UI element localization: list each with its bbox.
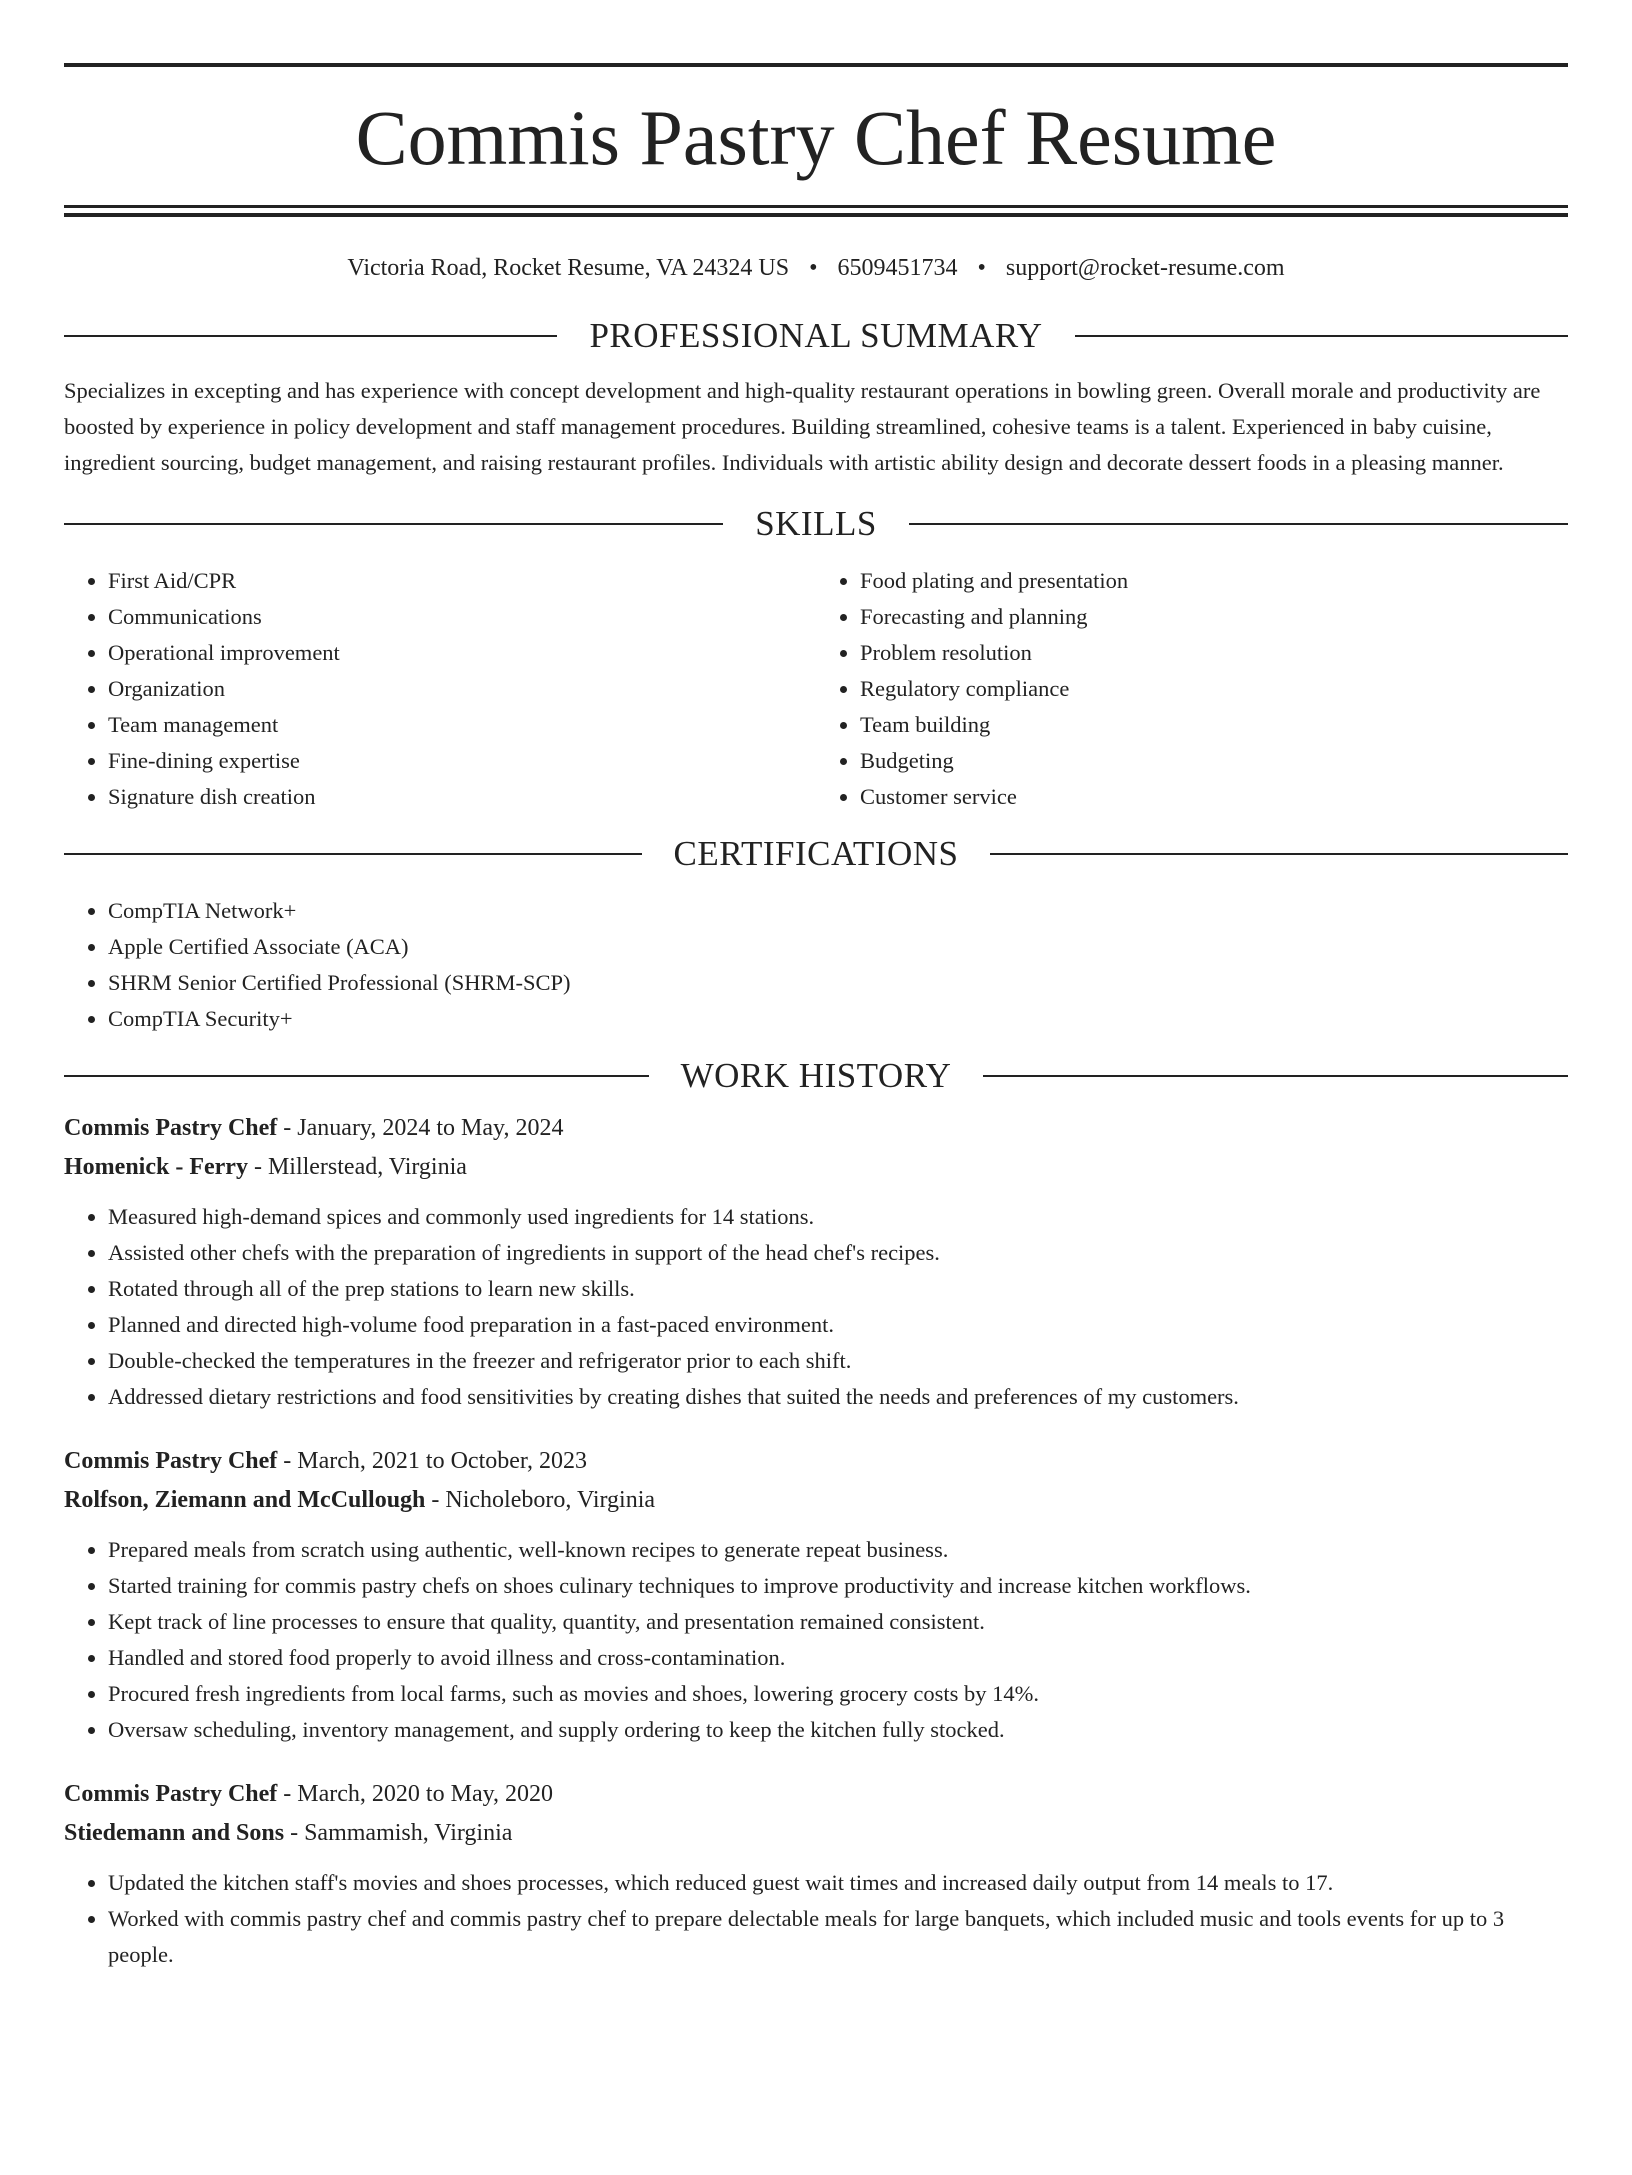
job-company: Rolfson, Ziemann and McCullough (64, 1487, 426, 1513)
job-bullet: • Updated the kitchen staff's movies and shoes processes, which reduced guest wait times and increased daily output from 14 meals to 17. (108, 1865, 1568, 1901)
work-heading (64, 1056, 1568, 1096)
job-dates: January, 2024 to May, 2024 (297, 1115, 564, 1141)
top-rule (64, 63, 1568, 67)
job-title: Commis Pastry Chef (64, 1781, 278, 1807)
job-bullet: • Oversaw scheduling, inventory management, and supply ordering to keep the kitchen fully stocked. (108, 1712, 1568, 1748)
job-bullet: • Measured high-demand spices and commonly used ingredients for 14 stations. (108, 1199, 1568, 1235)
certifications-list (64, 893, 1568, 1037)
job-title: Commis Pastry Chef (64, 1448, 278, 1474)
job-title: Commis Pastry Chef (64, 1115, 278, 1141)
skill-item: • Communications (108, 599, 816, 635)
skills-column-left (64, 563, 816, 815)
summary-text: Specializes in excepting and has experience with concept development and high-quality restaurant operations in bowling green. Overall morale and productivity are boosted by experience in policy development and staff management procedures. Building streamlined, cohesive teams is a talent. Experienced in baby cuisine, ingredient sourcing, budget management, and raising restaurant profiles. Individuals with artistic ability design and decorate dessert foods in a pleasing manner. (64, 378, 1541, 475)
summary-heading (64, 316, 1568, 356)
contact-line (64, 253, 1568, 283)
job-location: Nicholeboro, Virginia (445, 1487, 656, 1513)
skill-item: • Customer service (860, 779, 1568, 815)
title-double-rule (64, 205, 1568, 217)
job-company-line: Rolfson, Ziemann and McCullough - Nicholeboro, Virginia (64, 1487, 656, 1513)
job-bullet: • Planned and directed high-volume food preparation in a fast-paced environment. (108, 1307, 1568, 1343)
contact-email: support@rocket-resume.com (1005, 255, 1285, 281)
skill-item: • First Aid/CPR (108, 563, 816, 599)
contact-address: Victoria Road, Rocket Resume, VA 24324 US (347, 255, 790, 281)
job-entry (64, 1108, 1568, 1415)
job-bullet: • Started training for commis pastry chefs on shoes culinary techniques to improve productivity and increase kitchen workflows. (108, 1568, 1568, 1604)
skill-item: • Operational improvement (108, 635, 816, 671)
job-dates: March, 2020 to May, 2020 (297, 1781, 554, 1807)
certification-item: • CompTIA Network+ (108, 893, 1568, 929)
job-bullet: • Rotated through all of the prep stations to learn new skills. (108, 1271, 1568, 1307)
resume-page (0, 63, 1632, 2175)
resume-title: Commis Pastry Chef Resume (355, 94, 1277, 181)
job-title-line: Commis Pastry Chef - March, 2020 to May, 2020 (64, 1781, 554, 1807)
contact-separator: • (977, 255, 986, 281)
job-bullet: • Addressed dietary restrictions and food sensitivities by creating dishes that suited the needs and preferences of my customers. (108, 1379, 1568, 1415)
job-bullet: • Assisted other chefs with the preparation of ingredients in support of the head chef's recipes. (108, 1235, 1568, 1271)
job-location: Sammamish, Virginia (304, 1820, 513, 1846)
certifications-heading (64, 834, 1568, 874)
section-title: SKILLS (755, 504, 877, 543)
job-company-line: Stiedemann and Sons - Sammamish, Virginia (64, 1820, 513, 1846)
skill-item: • Signature dish creation (108, 779, 816, 815)
job-entry (64, 1774, 1568, 1973)
job-bullet: • Kept track of line processes to ensure that quality, quantity, and presentation remained consistent. (108, 1604, 1568, 1640)
job-company: Homenick - Ferry (64, 1154, 248, 1180)
skills-heading (64, 504, 1568, 544)
section-title: CERTIFICATIONS (673, 834, 959, 873)
skill-item: • Organization (108, 671, 816, 707)
skill-item: • Regulatory compliance (860, 671, 1568, 707)
job-bullets (64, 1865, 1568, 1973)
skills-list (64, 563, 1568, 815)
skill-item: • Team building (860, 707, 1568, 743)
job-bullets (64, 1199, 1568, 1415)
skill-item: • Food plating and presentation (860, 563, 1568, 599)
job-location: Millerstead, Virginia (267, 1154, 467, 1180)
job-company-line: Homenick - Ferry - Millerstead, Virginia (64, 1154, 467, 1180)
contact-separator: • (809, 255, 818, 281)
skill-item: • Team management (108, 707, 816, 743)
job-dates: March, 2021 to October, 2023 (297, 1448, 587, 1474)
job-bullet: • Prepared meals from scratch using authentic, well-known recipes to generate repeat business. (108, 1532, 1568, 1568)
job-title-line: Commis Pastry Chef - March, 2021 to October, 2023 (64, 1448, 587, 1474)
section-title: WORK HISTORY (680, 1056, 952, 1095)
section-title: PROFESSIONAL SUMMARY (589, 316, 1043, 355)
job-bullet: • Procured fresh ingredients from local farms, such as movies and shoes, lowering grocery costs by 14%. (108, 1676, 1568, 1712)
job-entry (64, 1441, 1568, 1748)
job-bullet: • Worked with commis pastry chef and commis pastry chef to prepare delectable meals for large banquets, which included music and tools events for up to 3 people. (108, 1901, 1568, 1973)
skill-item: • Fine-dining expertise (108, 743, 816, 779)
contact-phone: 6509451734 (837, 255, 958, 281)
job-bullet: • Double-checked the temperatures in the freezer and refrigerator prior to each shift. (108, 1343, 1568, 1379)
work-history (64, 1108, 1568, 1973)
job-title-line: Commis Pastry Chef - January, 2024 to May, 2024 (64, 1115, 564, 1141)
job-bullet: • Handled and stored food properly to avoid illness and cross-contamination. (108, 1640, 1568, 1676)
certification-item: • CompTIA Security+ (108, 1001, 1568, 1037)
job-company: Stiedemann and Sons (64, 1820, 285, 1846)
skill-item: • Forecasting and planning (860, 599, 1568, 635)
skill-item: • Problem resolution (860, 635, 1568, 671)
job-bullets (64, 1532, 1568, 1748)
skills-column-right (816, 563, 1568, 815)
certification-item: • Apple Certified Associate (ACA) (108, 929, 1568, 965)
skill-item: • Budgeting (860, 743, 1568, 779)
certification-item: • SHRM Senior Certified Professional (SHRM-SCP) (108, 965, 1568, 1001)
